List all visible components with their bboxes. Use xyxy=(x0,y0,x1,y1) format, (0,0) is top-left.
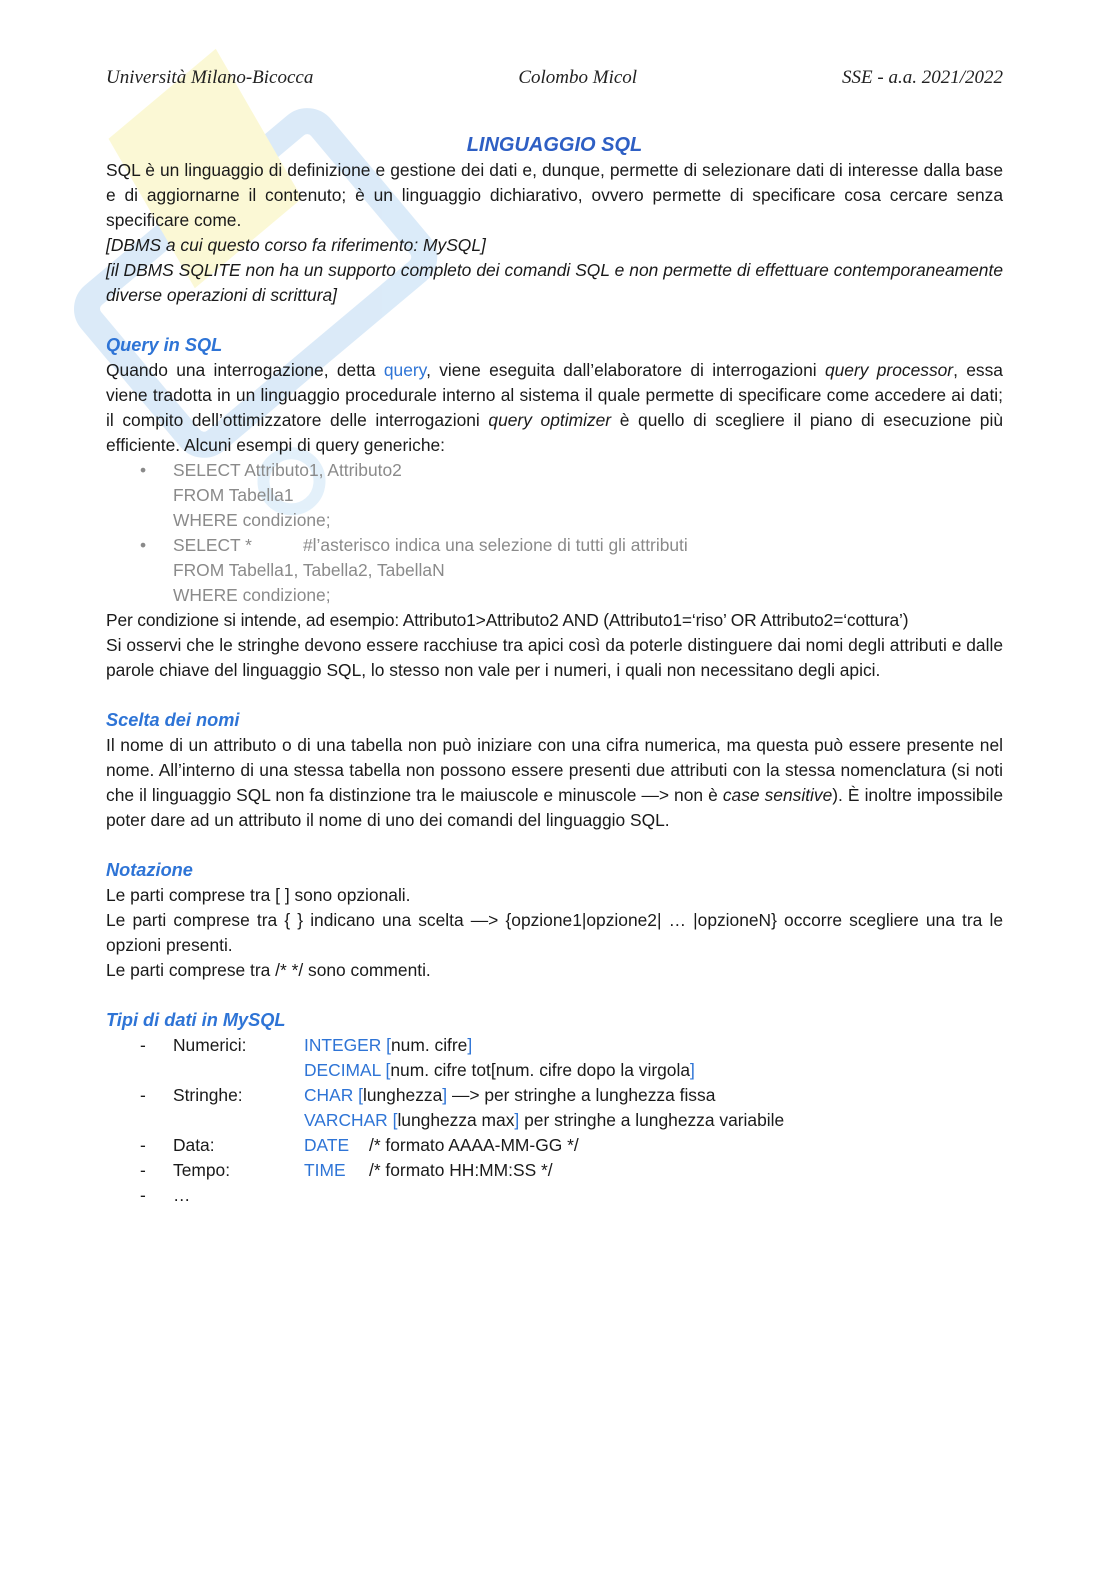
type-label: Tempo: xyxy=(173,1160,231,1180)
code-line: WHERE condizione; xyxy=(173,510,331,530)
code-line: SELECT Attributo1, Attributo2 xyxy=(173,460,402,480)
query-paragraph: Quando una interrogazione, detta query, viene eseguita dall’elaboratore di interrogazioni query processor, essa viene tradotta in un linguaggio procedurale interno al sistema il quale permette di specificare come accedere ai dati; il compito dell’ottimizzatore delle interrogazioni query optimizer è quello di scegliere il piano di esecuzione più efficiente. Alcuni esempi di query generiche: xyxy=(106,360,1003,455)
code-line: FROM Tabella1, Tabella2, TabellaN xyxy=(173,560,445,580)
code-line: WHERE condizione; xyxy=(173,585,331,605)
code-comment: #l’asterisco indica una selezione di tutti gli attributi xyxy=(303,535,688,555)
notation-optional: Le parti comprese tra [ ] sono opzionali. xyxy=(106,885,411,905)
document-page xyxy=(106,60,1003,1208)
type-ellipsis: … xyxy=(173,1185,191,1205)
intro-note-sqlite: [il DBMS SQLITE non ha un supporto completo dei comandi SQL e non permette di effettuare contemporaneamente diverse operazioni di scrittura] xyxy=(106,260,1003,305)
intro-paragraph: SQL è un linguaggio di definizione e gestione dei dati e, dunque, permette di selezionare dati di interesse dalla base e di aggiornarne il contenuto; è un linguaggio dichiarativo, ovvero permette di specificare cosa cercare senza specificare come. xyxy=(106,160,1003,230)
page-title: LINGUAGGIO SQL xyxy=(466,134,643,156)
type-value: DECIMAL [num. cifre tot[num. cifre dopo la virgola] xyxy=(304,1060,695,1080)
type-row-decimal xyxy=(106,1058,1003,1083)
type-comment: /* formato HH:MM:SS */ xyxy=(369,1160,553,1180)
type-row-varchar xyxy=(106,1108,1003,1133)
intro-note-dbms: [DBMS a cui questo corso fa riferimento: MySQL] xyxy=(106,235,486,255)
code-line: FROM Tabella1 xyxy=(173,485,294,505)
condition-example: Per condizione si intende, ad esempio: Attributo1>Attributo2 AND (Attributo1=‘riso’ OR Attributo2=‘cottura’) xyxy=(106,610,909,630)
bullet-icon: • xyxy=(140,460,147,480)
type-value: VARCHAR [lunghezza max] per stringhe a lunghezza variabile xyxy=(304,1110,785,1130)
heading-names: Scelta dei nomi xyxy=(106,710,240,730)
notation-choice: Le parti comprese tra { } indicano una scelta —> {opzione1|opzione2| … |opzioneN} occorre scegliere una tra le opzioni presenti. xyxy=(106,910,1003,955)
types-list xyxy=(106,1033,1003,1208)
bullet-icon: • xyxy=(140,535,147,555)
type-row-date: - Data: DATE /* formato AAAA-MM-GG */ xyxy=(106,1133,1003,1158)
code-line: SELECT * #l’asterisco indica una selezione di tutti gli attributi xyxy=(173,533,1003,558)
query-example-1 xyxy=(106,458,1003,533)
type-value: INTEGER [num. cifre] xyxy=(304,1035,473,1055)
query-optimizer-term: query optimizer xyxy=(488,410,612,430)
type-value: CHAR [lunghezza] —> per stringhe a lunghezza fissa xyxy=(304,1085,716,1105)
query-processor-term: query processor xyxy=(824,360,954,380)
query-term: query xyxy=(383,360,427,380)
names-paragraph: Il nome di un attributo o di una tabella non può iniziare con una cifra numerica, ma questa può essere presente nel nome. All’interno di una stessa tabella non possono essere presenti due attributi con la stessa nomenclatura (si noti che il linguaggio SQL non fa distinzione tra le maiuscole e minuscole —> non è case sensitive). È inoltre impossibile poter dare ad un attributo il nome di uno dei comandi del linguaggio SQL. xyxy=(106,735,1003,830)
query-example-2 xyxy=(106,533,1003,608)
type-row-time: - Tempo: TIME /* formato HH:MM:SS */ xyxy=(106,1158,1003,1183)
type-row-more: - … xyxy=(106,1183,1003,1208)
header-author: Colombo Micol xyxy=(518,67,638,88)
strings-paragraph: Si osservi che le stringhe devono essere racchiuse tra apici così da poterle distinguere dai nomi degli attributi e dalle parole chiave del linguaggio SQL, lo stesso non vale per i numeri, i quali non necessitano degli apici. xyxy=(106,635,1003,680)
type-label: Numerici: xyxy=(173,1035,247,1055)
type-comment: /* formato AAAA-MM-GG */ xyxy=(369,1135,579,1155)
heading-query: Query in SQL xyxy=(106,335,223,355)
header-university: Università Milano-Bicocca xyxy=(106,67,314,88)
page-header xyxy=(106,60,1003,96)
type-row-string: - Stringhe: CHAR [lunghezza] —> per stringhe a lunghezza fissa xyxy=(106,1083,1003,1108)
notation-comments: Le parti comprese tra /* */ sono commenti. xyxy=(106,960,431,980)
type-keyword: DATE xyxy=(304,1135,350,1155)
type-row-numeric: - Numerici: INTEGER [num. cifre] xyxy=(106,1033,1003,1058)
type-label: Data: xyxy=(173,1135,215,1155)
case-sensitive-term: case sensitive xyxy=(722,785,833,805)
type-keyword: TIME xyxy=(304,1160,346,1180)
header-course: SSE - a.a. 2021/2022 xyxy=(842,67,1003,88)
heading-notation: Notazione xyxy=(106,860,193,880)
type-label: Stringhe: xyxy=(173,1085,243,1105)
heading-types: Tipi di dati in MySQL xyxy=(106,1010,286,1030)
